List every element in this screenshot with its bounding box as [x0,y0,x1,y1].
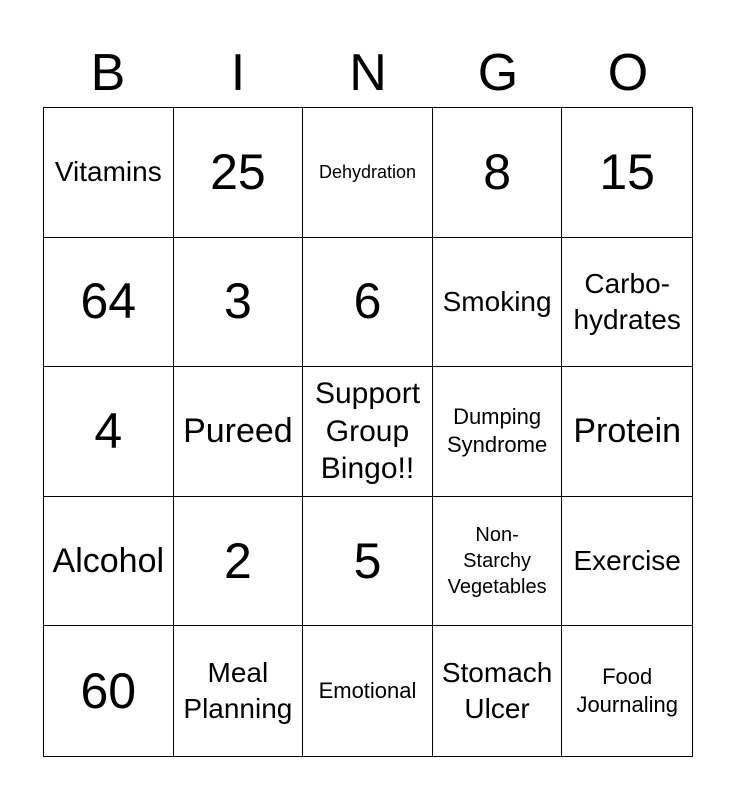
bingo-cell-r4-c2[interactable] [174,497,304,627]
free-space-cell[interactable] [303,367,433,497]
bingo-cell-text: Pureed [183,411,293,450]
bingo-cell-r4-c4[interactable] [433,497,563,627]
header-letter-g: G [477,44,519,102]
bingo-cell-r4-c3[interactable] [303,497,433,627]
bingo-cell-r5-c1[interactable] [44,626,174,756]
bingo-cell-text: Alcohol [52,541,165,580]
bingo-cell-text: Carbo- hydrates [573,267,681,335]
bingo-cell-r3-c4[interactable] [433,367,563,497]
bingo-cell-text: Exercise [573,544,681,576]
bingo-cell-text: 6 [353,273,382,330]
bingo-header [43,40,693,106]
bingo-cell-r4-c5[interactable] [562,497,692,627]
bingo-cell-r5-c4[interactable] [433,626,563,756]
bingo-cell-text: Food Journaling [576,663,678,718]
bingo-cell-text: 25 [210,143,266,200]
bingo-cell-text: Dehydration [318,161,417,182]
bingo-cell-text: 8 [483,143,511,200]
bingo-cell-text: 5 [353,532,382,589]
bingo-cell-text: Smoking [442,285,552,317]
bingo-cell-text: 2 [223,532,252,589]
bingo-cell-text: 15 [599,143,655,200]
bingo-cell-r5-c5[interactable] [562,626,692,756]
bingo-cell-text: 3 [223,273,252,330]
bingo-board [43,107,693,757]
bingo-cell-text: Vitamins [54,156,162,188]
bingo-cell-text: Dumping Syndrome [446,403,548,458]
bingo-cell-r1-c5[interactable] [562,108,692,238]
bingo-cell-r1-c4[interactable] [433,108,563,238]
header-letter-b: B [90,44,126,102]
header-letter-n: N [349,44,387,102]
bingo-cell-text: 60 [80,662,137,719]
bingo-cell-r2-c2[interactable] [174,238,304,368]
bingo-cell-r1-c1[interactable] [44,108,174,238]
bingo-cell-r5-c3[interactable] [303,626,433,756]
header-letter-i: I [230,44,246,102]
bingo-cell-r2-c3[interactable] [303,238,433,368]
header-letter-o: O [607,44,649,102]
bingo-cell-r2-c4[interactable] [433,238,563,368]
bingo-cell-r3-c5[interactable] [562,367,692,497]
bingo-cell-r1-c3[interactable] [303,108,433,238]
bingo-cell-text: 64 [80,273,137,330]
bingo-cell-r1-c2[interactable] [174,108,304,238]
bingo-cell-r3-c1[interactable] [44,367,174,497]
bingo-cell-text: Non- Starchy Vegetables [447,524,547,599]
bingo-cell-r4-c1[interactable] [44,497,174,627]
free-space-text: Support Group Bingo!! [314,377,421,486]
bingo-cell-r5-c2[interactable] [174,626,304,756]
bingo-cell-r2-c5[interactable] [562,238,692,368]
bingo-cell-text: Stomach Ulcer [441,656,553,725]
bingo-cell-text: Meal Planning [183,656,293,725]
bingo-cell-r3-c2[interactable] [174,367,304,497]
bingo-cell-text: 4 [94,402,123,459]
bingo-cell-text: Emotional [318,677,417,703]
bingo-cell-r2-c1[interactable] [44,238,174,368]
bingo-cell-text: Protein [573,411,682,450]
